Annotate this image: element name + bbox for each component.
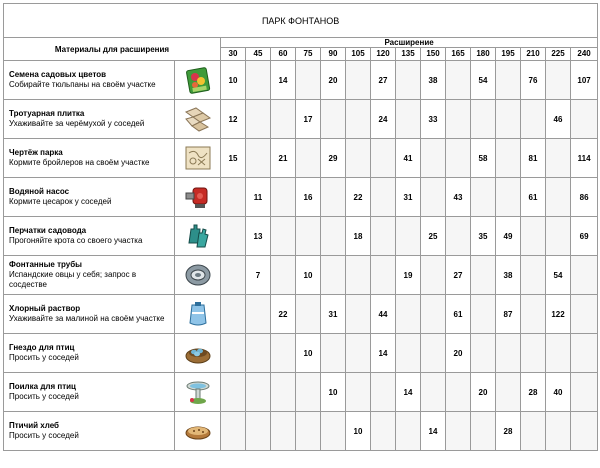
amount-cell <box>346 100 371 139</box>
amount-cell <box>271 256 296 295</box>
amount-cell <box>221 295 246 334</box>
bird-bread-icon <box>175 412 221 451</box>
amount-cell <box>421 373 446 412</box>
amount-cell <box>296 217 321 256</box>
material-name: Поилка для птиц <box>9 382 76 391</box>
material-cell <box>4 412 175 451</box>
amount-cell <box>321 412 346 451</box>
material-hint: Просить у соседей <box>9 431 79 440</box>
amount-cell: 10 <box>221 61 246 100</box>
amount-cell: 54 <box>471 61 496 100</box>
amount-cell: 58 <box>471 139 496 178</box>
amount-cell <box>446 61 471 100</box>
amount-cell: 14 <box>271 61 296 100</box>
amount-cell <box>246 373 271 412</box>
amount-cell: 76 <box>521 61 546 100</box>
amount-cell <box>471 100 496 139</box>
amount-cell <box>496 178 521 217</box>
garden-gloves-icon <box>175 217 221 256</box>
amount-cell <box>221 178 246 217</box>
amount-cell: 16 <box>296 178 321 217</box>
amount-cell: 81 <box>521 139 546 178</box>
amount-cell <box>246 61 271 100</box>
amount-cell <box>546 178 571 217</box>
amount-cell <box>321 100 346 139</box>
level-header-165: 165 <box>446 48 471 61</box>
table-row <box>4 100 598 139</box>
amount-cell: 11 <box>246 178 271 217</box>
amount-cell <box>221 256 246 295</box>
amount-cell: 38 <box>421 61 446 100</box>
amount-cell: 14 <box>396 373 421 412</box>
amount-cell <box>346 61 371 100</box>
amount-cell <box>496 373 521 412</box>
amount-cell <box>546 217 571 256</box>
amount-cell <box>346 373 371 412</box>
amount-cell <box>521 100 546 139</box>
amount-cell <box>396 100 421 139</box>
amount-cell <box>446 139 471 178</box>
amount-cell: 10 <box>296 334 321 373</box>
bird-bath-icon <box>175 373 221 412</box>
amount-cell <box>471 295 496 334</box>
amount-cell <box>396 334 421 373</box>
fountain-pipes-icon <box>175 256 221 295</box>
amount-cell: 22 <box>346 178 371 217</box>
amount-cell: 44 <box>371 295 396 334</box>
amount-cell: 10 <box>346 412 371 451</box>
level-header-135: 135 <box>396 48 421 61</box>
amount-cell <box>496 100 521 139</box>
amount-cell: 10 <box>296 256 321 295</box>
amount-cell: 20 <box>471 373 496 412</box>
material-name: Тротуарная плитка <box>9 109 85 118</box>
level-header-225: 225 <box>546 48 571 61</box>
amount-cell <box>521 334 546 373</box>
amount-cell: 13 <box>246 217 271 256</box>
amount-cell <box>371 256 396 295</box>
amount-cell <box>321 256 346 295</box>
material-cell <box>4 178 175 217</box>
amount-cell <box>571 373 598 412</box>
amount-cell <box>296 61 321 100</box>
amount-cell <box>246 412 271 451</box>
amount-cell <box>246 139 271 178</box>
material-name: Чертёж парка <box>9 148 63 157</box>
amount-cell: 14 <box>371 334 396 373</box>
table-row <box>4 295 598 334</box>
amount-cell <box>321 178 346 217</box>
table-title: ПАРК ФОНТАНОВ <box>4 4 598 38</box>
amount-cell: 38 <box>496 256 521 295</box>
material-name: Фонтанные трубы <box>9 260 83 269</box>
amount-cell <box>571 100 598 139</box>
amount-cell <box>296 412 321 451</box>
amount-cell <box>421 334 446 373</box>
flower-seeds-icon <box>175 61 221 100</box>
amount-cell: 27 <box>371 61 396 100</box>
amount-cell <box>371 217 396 256</box>
amount-cell <box>396 295 421 334</box>
material-name: Гнездо для птиц <box>9 343 75 352</box>
amount-cell <box>471 256 496 295</box>
amount-cell <box>346 139 371 178</box>
paving-tiles-icon <box>175 100 221 139</box>
material-hint: Кормите бройлеров на своём участке <box>9 158 150 167</box>
amount-cell <box>246 100 271 139</box>
amount-cell <box>421 256 446 295</box>
amount-cell <box>296 295 321 334</box>
amount-cell: 18 <box>346 217 371 256</box>
amount-cell: 114 <box>571 139 598 178</box>
material-cell <box>4 217 175 256</box>
amount-cell <box>496 61 521 100</box>
amount-cell <box>571 295 598 334</box>
amount-cell <box>221 412 246 451</box>
table-row <box>4 334 598 373</box>
amount-cell <box>521 217 546 256</box>
material-cell <box>4 334 175 373</box>
expansion-materials-table <box>3 3 598 451</box>
level-header-180: 180 <box>471 48 496 61</box>
amount-cell: 107 <box>571 61 598 100</box>
material-cell <box>4 295 175 334</box>
amount-cell: 33 <box>421 100 446 139</box>
amount-cell <box>371 373 396 412</box>
material-hint: Прогоняйте крота со своего участка <box>9 236 143 245</box>
amount-cell: 19 <box>396 256 421 295</box>
amount-cell: 24 <box>371 100 396 139</box>
amount-cell <box>546 139 571 178</box>
material-name: Птичий хлеб <box>9 421 59 430</box>
material-name: Семена садовых цветов <box>9 70 107 79</box>
amount-cell: 21 <box>271 139 296 178</box>
amount-cell: 122 <box>546 295 571 334</box>
table-row <box>4 178 598 217</box>
amount-cell: 35 <box>471 217 496 256</box>
amount-cell: 87 <box>496 295 521 334</box>
materials-header: Материалы для расширения <box>4 38 221 61</box>
amount-cell: 29 <box>321 139 346 178</box>
amount-cell <box>271 100 296 139</box>
table-row <box>4 61 598 100</box>
amount-cell <box>221 373 246 412</box>
bird-nest-icon <box>175 334 221 373</box>
amount-cell: 28 <box>521 373 546 412</box>
amount-cell <box>521 412 546 451</box>
amount-cell: 17 <box>296 100 321 139</box>
amount-cell: 43 <box>446 178 471 217</box>
material-hint: Просить у соседей <box>9 353 79 362</box>
amount-cell: 54 <box>546 256 571 295</box>
amount-cell: 20 <box>321 61 346 100</box>
amount-cell <box>446 217 471 256</box>
amount-cell <box>521 256 546 295</box>
amount-cell: 10 <box>321 373 346 412</box>
amount-cell <box>396 61 421 100</box>
park-blueprint-icon <box>175 139 221 178</box>
amount-cell: 12 <box>221 100 246 139</box>
amount-cell <box>321 334 346 373</box>
amount-cell <box>421 139 446 178</box>
amount-cell: 61 <box>446 295 471 334</box>
level-header-75: 75 <box>296 48 321 61</box>
expansion-header: Расширение <box>221 38 598 48</box>
material-cell <box>4 100 175 139</box>
amount-cell: 15 <box>221 139 246 178</box>
level-header-45: 45 <box>246 48 271 61</box>
level-header-60: 60 <box>271 48 296 61</box>
amount-cell: 20 <box>446 334 471 373</box>
amount-cell <box>446 373 471 412</box>
amount-cell: 31 <box>321 295 346 334</box>
amount-cell <box>271 217 296 256</box>
amount-cell <box>271 178 296 217</box>
amount-cell <box>371 412 396 451</box>
amount-cell <box>296 373 321 412</box>
amount-cell <box>246 334 271 373</box>
amount-cell: 69 <box>571 217 598 256</box>
amount-cell: 40 <box>546 373 571 412</box>
material-name: Хлорный раствор <box>9 304 81 313</box>
material-hint: Кормите цесарок у соседей <box>9 197 112 206</box>
amount-cell <box>471 178 496 217</box>
amount-cell <box>296 139 321 178</box>
material-hint: Собирайте тюльпаны на своём участке <box>9 80 156 89</box>
material-hint: Просить у соседей <box>9 392 79 401</box>
material-cell <box>4 61 175 100</box>
level-header-105: 105 <box>346 48 371 61</box>
chlorine-solution-icon <box>175 295 221 334</box>
level-header-150: 150 <box>421 48 446 61</box>
water-pump-icon <box>175 178 221 217</box>
table-row <box>4 139 598 178</box>
amount-cell: 28 <box>496 412 521 451</box>
table-row <box>4 412 598 451</box>
amount-cell: 14 <box>421 412 446 451</box>
level-header-195: 195 <box>496 48 521 61</box>
amount-cell <box>446 412 471 451</box>
amount-cell <box>346 256 371 295</box>
amount-cell: 86 <box>571 178 598 217</box>
amount-cell: 7 <box>246 256 271 295</box>
table-row <box>4 373 598 412</box>
table-row <box>4 217 598 256</box>
amount-cell: 49 <box>496 217 521 256</box>
level-header-240: 240 <box>571 48 598 61</box>
amount-cell <box>371 178 396 217</box>
amount-cell <box>546 334 571 373</box>
material-cell <box>4 373 175 412</box>
level-header-120: 120 <box>371 48 396 61</box>
material-hint: Ухаживайте за малиной на своём участке <box>9 314 165 323</box>
material-name: Перчатки садовода <box>9 226 87 235</box>
amount-cell: 27 <box>446 256 471 295</box>
amount-cell <box>571 412 598 451</box>
material-hint: Испандские овцы у себя; запрос в сосдестве <box>9 270 137 289</box>
amount-cell: 22 <box>271 295 296 334</box>
amount-cell <box>471 412 496 451</box>
material-cell <box>4 256 175 295</box>
amount-cell <box>321 217 346 256</box>
amount-cell <box>271 373 296 412</box>
level-header-210: 210 <box>521 48 546 61</box>
material-name: Водяной насос <box>9 187 70 196</box>
amount-cell <box>446 100 471 139</box>
table-row <box>4 256 598 295</box>
amount-cell <box>521 295 546 334</box>
amount-cell <box>496 139 521 178</box>
amount-cell <box>371 139 396 178</box>
amount-cell <box>346 334 371 373</box>
amount-cell <box>421 178 446 217</box>
material-cell <box>4 139 175 178</box>
amount-cell <box>571 256 598 295</box>
amount-cell <box>271 334 296 373</box>
amount-cell <box>546 61 571 100</box>
level-header-90: 90 <box>321 48 346 61</box>
amount-cell <box>571 334 598 373</box>
amount-cell <box>271 412 296 451</box>
amount-cell <box>221 334 246 373</box>
amount-cell: 25 <box>421 217 446 256</box>
amount-cell: 31 <box>396 178 421 217</box>
amount-cell <box>496 334 521 373</box>
amount-cell: 46 <box>546 100 571 139</box>
amount-cell: 41 <box>396 139 421 178</box>
amount-cell <box>546 412 571 451</box>
amount-cell <box>246 295 271 334</box>
amount-cell <box>471 334 496 373</box>
amount-cell <box>396 217 421 256</box>
amount-cell <box>221 217 246 256</box>
material-hint: Ухаживайте за черёмухой у соседей <box>9 119 145 128</box>
amount-cell: 61 <box>521 178 546 217</box>
level-header-30: 30 <box>221 48 246 61</box>
amount-cell <box>346 295 371 334</box>
amount-cell <box>421 295 446 334</box>
amount-cell <box>396 412 421 451</box>
